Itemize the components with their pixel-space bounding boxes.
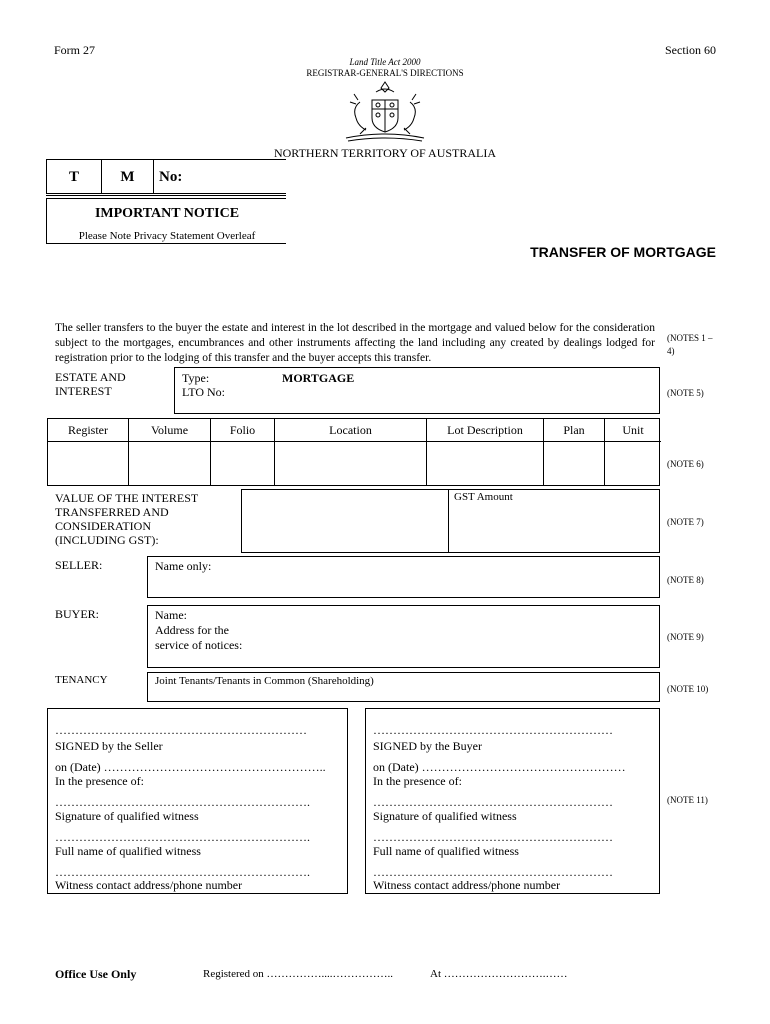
seller-presence-label: In the presence of:: [55, 774, 144, 788]
tm-no-label: No:: [159, 169, 183, 185]
buyer-witness-contact-line[interactable]: ……………………………………………………: [373, 865, 613, 879]
estate-type-label: Type:: [182, 371, 210, 385]
seller-signature-line[interactable]: ………………………………………………………: [55, 723, 307, 737]
tm-number-box: [46, 159, 286, 194]
seller-witness-name-label: Full name of qualified witness: [55, 844, 201, 858]
office-at: At ……………………….……: [430, 968, 568, 980]
notice-subtitle: Please Note Privacy Statement Overleaf: [78, 230, 256, 242]
seller-witness-contact-line[interactable]: ……………………………………………………….: [55, 865, 310, 879]
value-label-line4: (INCLUDING GST):: [55, 533, 159, 547]
buyer-signature-line[interactable]: ……………………………………………………: [373, 723, 613, 737]
value-field[interactable]: [241, 489, 660, 553]
buyer-witness-name-label: Full name of qualified witness: [373, 844, 519, 858]
buyer-signed-label: SIGNED by the Buyer: [373, 739, 482, 753]
office-registered-on: Registered on ……………....……………..: [203, 968, 394, 980]
note-7: (NOTE 7): [667, 517, 704, 527]
seller-date-line[interactable]: on (Date) ………………………………………………..: [55, 760, 326, 774]
territory-title: NORTHERN TERRITORY OF AUSTRALIA: [273, 146, 497, 160]
form-title: TRANSFER OF MORTGAGE: [530, 244, 716, 260]
tenancy-label: TENANCY: [55, 674, 108, 686]
seller-signed-label: SIGNED by the Seller: [55, 739, 163, 753]
estate-label-line2: INTEREST: [55, 384, 112, 398]
buyer-witness-signature-line[interactable]: ……………………………………………………: [373, 795, 613, 809]
seller-witness-signature-line[interactable]: ……………………………………………………….: [55, 795, 310, 809]
column-location: Location: [329, 423, 372, 437]
seller-name-label: Name only:: [155, 559, 212, 573]
tenancy-field[interactable]: [147, 672, 660, 702]
note-9: (NOTE 9): [667, 632, 704, 642]
note-8: (NOTE 8): [667, 575, 704, 585]
buyer-address-label-1: Address for the: [155, 623, 229, 637]
estate-field[interactable]: [174, 367, 660, 414]
value-label-line3: CONSIDERATION: [55, 519, 151, 533]
directions-title: REGISTRAR-GENERAL'S DIRECTIONS: [306, 68, 464, 78]
tm-divider: [46, 195, 286, 196]
seller-witness-contact-label: Witness contact address/phone number: [55, 878, 243, 892]
buyer-witness-name-line[interactable]: ……………………………………………………: [373, 830, 613, 844]
notice-title: IMPORTANT NOTICE: [94, 206, 240, 221]
act-title: Land Title Act 2000: [349, 57, 421, 67]
buyer-presence-label: In the presence of:: [373, 774, 462, 788]
column-plan: Plan: [563, 423, 585, 437]
buyer-label: BUYER:: [55, 607, 100, 621]
seller-label: SELLER:: [55, 558, 103, 572]
value-label: [55, 491, 198, 547]
tenancy-field-label: Joint Tenants/Tenants in Common (Shareholding): [155, 675, 374, 687]
coat-of-arms-emblem: [340, 80, 430, 144]
buyer-address-label-2: service of notices:: [155, 638, 243, 652]
office-use-label: Office Use Only: [55, 967, 137, 981]
column-unit: Unit: [622, 423, 644, 437]
seller-witness-signature-label: Signature of qualified witness: [55, 809, 199, 823]
estate-label-line1: ESTATE AND: [55, 370, 126, 384]
buyer-witness-signature-label: Signature of qualified witness: [373, 809, 517, 823]
buyer-name-label: Name:: [155, 608, 187, 622]
column-lot-description: Lot Description: [447, 423, 523, 437]
column-register: Register: [68, 423, 108, 437]
buyer-signature-block: [365, 708, 660, 894]
buyer-date-line[interactable]: on (Date) ……………………………………………: [373, 760, 626, 774]
note-5: (NOTE 5): [667, 388, 704, 398]
column-folio: Folio: [229, 423, 256, 437]
important-notice-box: [46, 198, 286, 244]
tm-letter-m: M: [120, 169, 135, 185]
note-11: (NOTE 11): [667, 795, 708, 805]
note-10: (NOTE 10): [667, 684, 709, 694]
seller-name-field[interactable]: [147, 556, 660, 598]
tm-letter-t: T: [68, 169, 79, 185]
column-volume: Volume: [150, 423, 189, 437]
buyer-witness-contact-label: Witness contact address/phone number: [373, 878, 561, 892]
estate-type-value: MORTGAGE: [282, 371, 355, 385]
section-number: Section 60: [665, 43, 716, 57]
lto-number-label: LTO No:: [182, 385, 226, 399]
estate-label: [55, 370, 126, 398]
land-description-table: [47, 418, 660, 486]
note-6: (NOTE 6): [667, 459, 704, 469]
value-label-line2: TRANSFERRED AND: [55, 505, 169, 519]
seller-witness-name-line[interactable]: ……………………………………………………….: [55, 830, 310, 844]
gst-amount-label: GST Amount: [454, 491, 513, 503]
note-1-4: (NOTES 1 – 4): [667, 333, 713, 356]
value-label-line1: VALUE OF THE INTEREST: [55, 491, 199, 505]
buyer-details-field[interactable]: [147, 605, 660, 668]
seller-signature-block: [47, 708, 348, 894]
form-number: Form 27: [54, 43, 96, 57]
intro-paragraph: The seller transfers to the buyer the estate and interest in the lot described in the mortgage and valued below for the consideration subject to the mortgages, encumbrances and other instruments affecting the land including any created by dealings lodged for registration prior to the lodging of this transfer and the buyer accepts this transfer.: [55, 322, 655, 364]
